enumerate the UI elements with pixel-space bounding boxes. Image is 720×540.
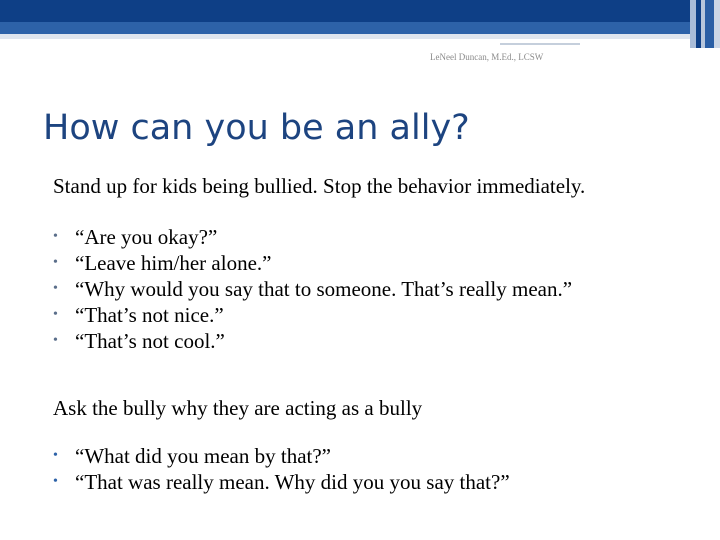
bullet-icon: • (53, 307, 58, 322)
header-band-dark (0, 0, 690, 22)
list-item (53, 224, 572, 250)
list-item (53, 302, 572, 328)
list-item-text: “That’s not cool.” (75, 329, 225, 353)
bully-questions-list (53, 443, 510, 495)
bullet-icon: • (53, 229, 58, 244)
list-item-text: “What did you mean by that?” (75, 444, 331, 468)
list-item (53, 469, 510, 495)
author-credit: LeNeel Duncan, M.Ed., LCSW (430, 52, 544, 62)
bullet-icon: • (53, 281, 58, 296)
intro-statement: Stand up for kids being bullied. Stop the behavior immediately. (53, 174, 586, 198)
list-item (53, 443, 510, 469)
list-item-text: “Why would you say that to someone. That’s really mean.” (75, 277, 573, 301)
list-item-text: “Leave him/her alone.” (75, 251, 272, 275)
list-item-text: “That’s not nice.” (75, 303, 224, 327)
header-accent-line (500, 43, 580, 45)
list-item-text: “That was really mean. Why did you you say that?” (75, 470, 510, 494)
list-item (53, 276, 572, 302)
bullet-icon: • (53, 255, 58, 270)
header-band-light (0, 34, 690, 39)
bullet-icon: • (53, 333, 58, 348)
list-item (53, 328, 572, 354)
header-stripe (714, 0, 720, 48)
header-band-mid (0, 22, 690, 34)
ally-phrases-list (53, 224, 572, 354)
header-banner (0, 0, 720, 48)
ask-bully-statement: Ask the bully why they are acting as a bully (53, 396, 423, 420)
header-stripe (705, 0, 714, 48)
bullet-icon: • (53, 448, 58, 463)
list-item (53, 250, 572, 276)
slide-title: How can you be an ally? (43, 108, 470, 148)
bullet-icon: • (53, 474, 58, 489)
list-item-text: “Are you okay?” (75, 225, 218, 249)
